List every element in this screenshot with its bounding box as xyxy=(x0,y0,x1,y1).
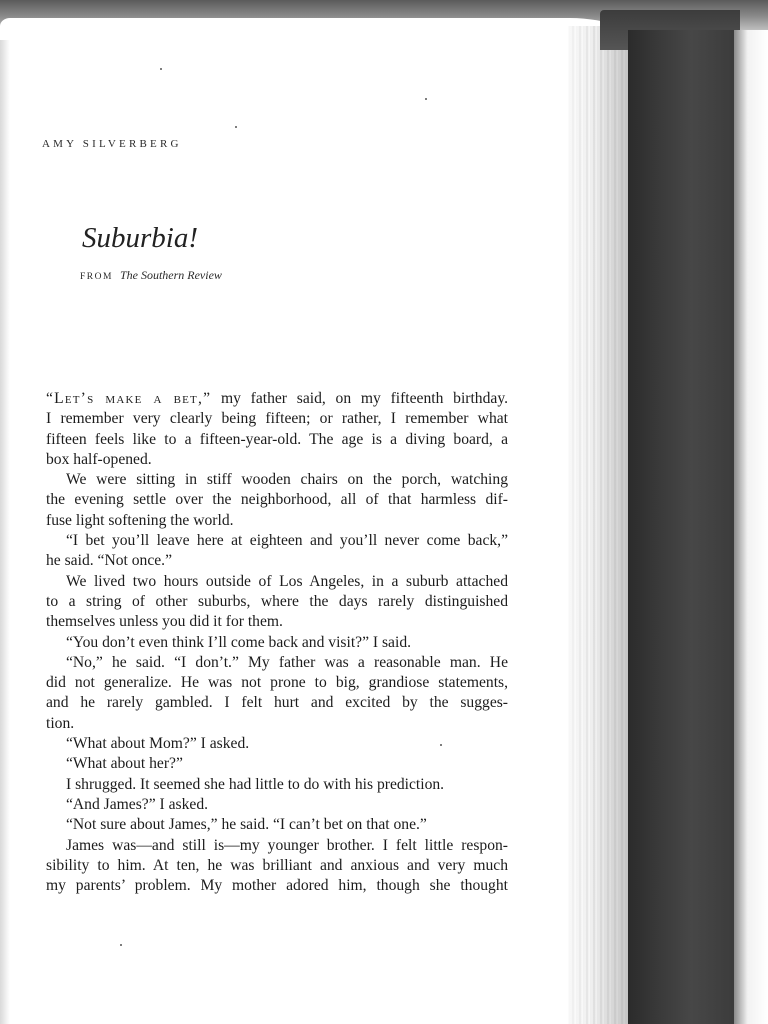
text-line xyxy=(46,815,508,835)
text-line-content: box half-opened. xyxy=(46,450,152,468)
text-line-content: We were sitting in stiff wooden chairs on the porch, watching xyxy=(66,471,508,489)
scan-left-shadow xyxy=(0,40,10,1024)
text-line-content: “And James?” I asked. xyxy=(66,795,209,813)
text-line xyxy=(46,572,508,592)
text-line xyxy=(46,511,508,531)
text-line xyxy=(46,714,508,734)
text-line-content: sibility to him. At ten, he was brilliant and anxious and very much xyxy=(46,856,508,874)
text-line-content: fuse light softening the world. xyxy=(46,511,234,529)
scan-edge-highlight xyxy=(734,30,768,1024)
text-line xyxy=(46,693,508,713)
text-line xyxy=(46,389,508,409)
source-publication: The Southern Review xyxy=(119,268,222,282)
text-line xyxy=(46,775,508,795)
text-line xyxy=(46,430,508,450)
text-line xyxy=(46,450,508,470)
text-line-content: “I bet you’ll leave here at eighteen and you’ll never come back,” xyxy=(66,532,508,550)
source-label: FROM xyxy=(80,272,113,282)
scan-speck xyxy=(425,98,427,100)
story-body xyxy=(46,389,508,896)
text-line-content: and he rarely gambled. I felt hurt and excited by the sugges- xyxy=(46,694,508,712)
text-line-content: We lived two hours outside of Los Angeles, in a suburb attached xyxy=(66,572,508,590)
text-line-content: my parents’ problem. My mother adored him, though she thought xyxy=(46,877,508,895)
text-line xyxy=(46,612,508,632)
text-line-content: tion. xyxy=(46,714,75,732)
text-line xyxy=(46,653,508,673)
text-line xyxy=(46,551,508,571)
scan-speck xyxy=(160,68,162,70)
text-line-content: themselves unless you did it for them. xyxy=(46,613,283,631)
text-line xyxy=(46,409,508,429)
text-line xyxy=(46,836,508,856)
text-line-content: he said. “Not once.” xyxy=(46,552,172,570)
scan-speck xyxy=(440,744,442,746)
text-line xyxy=(46,490,508,510)
story-title: Suburbia! xyxy=(82,222,198,254)
text-line xyxy=(46,876,508,896)
text-line-content: “No,” he said. “I don’t.” My father was a reasonable man. He xyxy=(66,653,508,671)
text-line xyxy=(46,592,508,612)
text-line-content: “You don’t even think I’ll come back and visit?” I said. xyxy=(66,633,412,651)
text-line xyxy=(46,470,508,490)
text-line xyxy=(46,633,508,653)
page-top-curve xyxy=(0,18,640,58)
text-line xyxy=(46,531,508,551)
text-line xyxy=(46,856,508,876)
opening-words: “Let’s make a bet,” xyxy=(46,390,212,407)
text-line xyxy=(46,673,508,693)
text-line-content: I shrugged. It seemed she had little to do with his prediction. xyxy=(66,775,445,793)
book-gutter-shading xyxy=(568,26,628,1024)
text-line xyxy=(46,795,508,815)
scan-speck xyxy=(235,126,237,128)
text-line-content: “What about her?” xyxy=(66,755,183,773)
text-line-content: I remember very clearly being fifteen; or rather, I remember what xyxy=(46,410,508,428)
text-line xyxy=(46,754,508,774)
text-line-content: “What about Mom?” I asked. xyxy=(66,735,250,753)
source-line xyxy=(80,268,222,283)
text-line-content: fifteen feels like to a fifteen-year-old. The age is a diving board, a xyxy=(46,430,508,448)
scan-speck xyxy=(120,944,122,946)
text-line-content: my father said, on my fifteenth birthday. xyxy=(211,390,508,407)
text-line xyxy=(46,734,508,754)
text-line-content: James was—and still is—my younger brother. I felt little respon- xyxy=(66,836,508,854)
author-name: AMY SILVERBERG xyxy=(42,138,182,150)
text-line-content: to a string of other suburbs, where the days rarely distinguished xyxy=(46,592,508,610)
text-line-content: the evening settle over the neighborhood, all of that harmless dif- xyxy=(46,491,508,509)
text-line-content: did not generalize. He was not prone to big, grandiose statements, xyxy=(46,674,508,692)
scan-dark-edge xyxy=(628,30,734,1024)
text-line-content: “Not sure about James,” he said. “I can’t bet on that one.” xyxy=(66,816,427,834)
